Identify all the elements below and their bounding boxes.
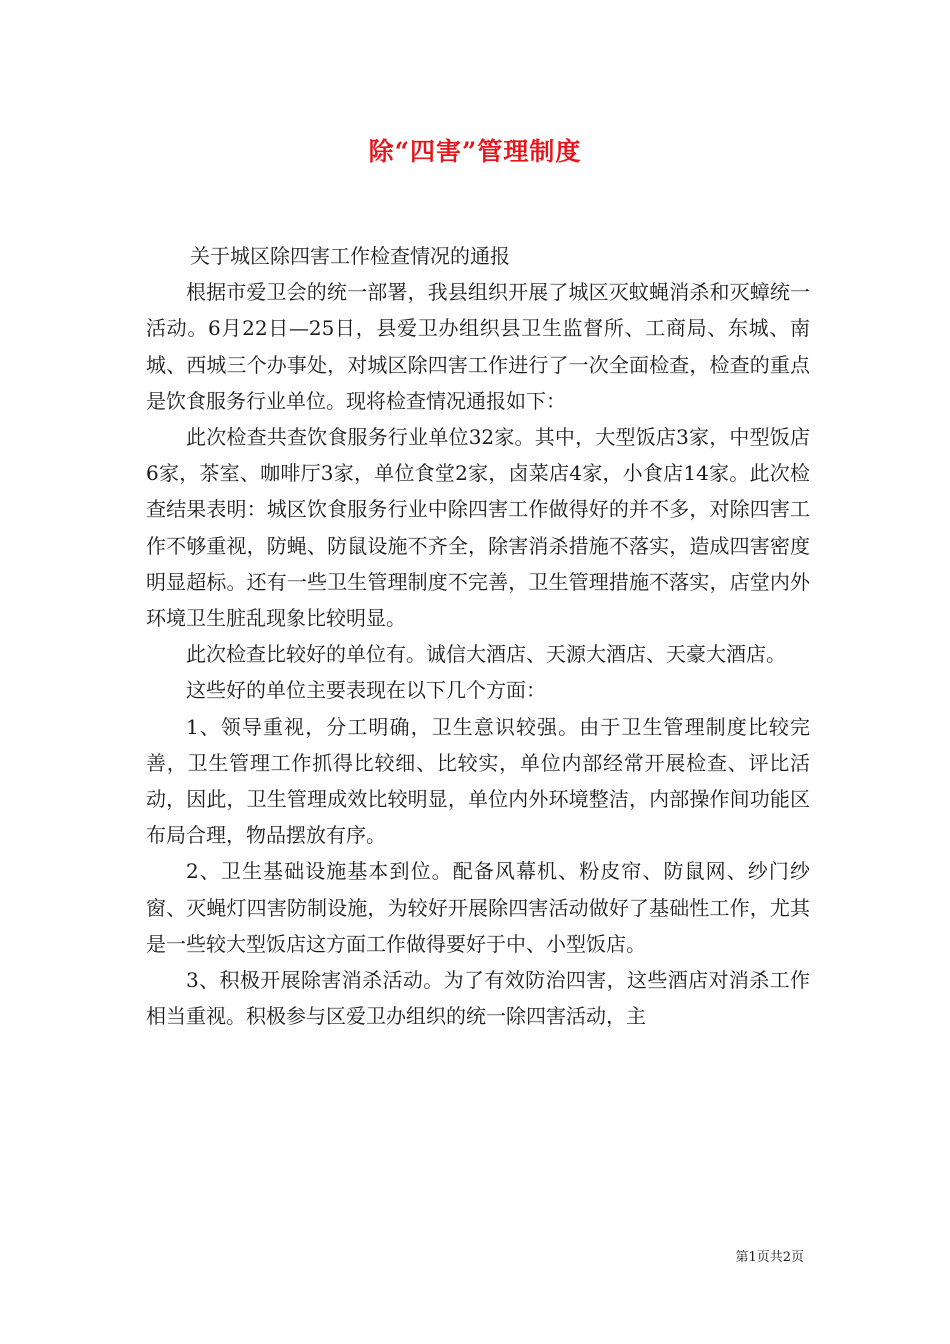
document-body bbox=[146, 238, 810, 1034]
paragraph: 这些好的单位主要表现在以下几个方面： bbox=[186, 678, 546, 703]
page-number: 第1页共2页 bbox=[735, 1250, 804, 1265]
paragraph: 此次检查共查饮食服务行业单位32家。其中，大型饭店3家，中型饭店6家，茶室、咖啡厅3家，单位食堂2家，卤菜店4家，小食店14家。此次检查结果表明：城区饮食服务行业中除四害工作做得好的并不多，对除四害工作不够重视，防蝇、防鼠设施不齐全，除害消杀措施不落实，造成四害密度明显超标。还有一些卫生管理制度不完善，卫生管理措施不落实，店堂内外环境卫生脏乱现象比较明显。 bbox=[146, 425, 810, 631]
paragraph: 2、卫生基础设施基本到位。配备风幕机、粉皮帘、防鼠网、纱门纱窗、灭蝇灯四害防制设施，为较好开展除四害活动做好了基础性工作，尤其是一些较大型饭店这方面工作做得要好于中、小型饭店。 bbox=[146, 859, 810, 956]
document-subtitle: 关于城区除四害工作检查情况的通报 bbox=[190, 244, 510, 268]
paragraph: 此次检查比较好的单位有。诚信大酒店、天源大酒店、天豪大酒店。 bbox=[186, 642, 786, 667]
document-title: 除“四害”管理制度 bbox=[368, 137, 582, 166]
paragraph: 根据市爱卫会的统一部署，我县组织开展了城区灭蚊蝇消杀和灭蟑统一活动。6月22日—25日，县爱卫办组织县卫生监督所、工商局、东城、南城、西城三个办事处，对城区除四害工作进行了一次全面检查，检查的重点是饮食服务行业单位。现将检查情况通报如下： bbox=[146, 280, 810, 413]
paragraph: 3、积极开展除害消杀活动。为了有效防治四害，这些酒店对消杀工作相当重视。积极参与区爱卫办组织的统一除四害活动，主 bbox=[146, 968, 810, 1029]
paragraph: 1、领导重视，分工明确，卫生意识较强。由于卫生管理制度比较完善，卫生管理工作抓得比较细、比较实，单位内部经常开展检查、评比活动，因此，卫生管理成效比较明显，单位内外环境整洁，内部操作间功能区布局合理，物品摆放有序。 bbox=[146, 714, 810, 848]
